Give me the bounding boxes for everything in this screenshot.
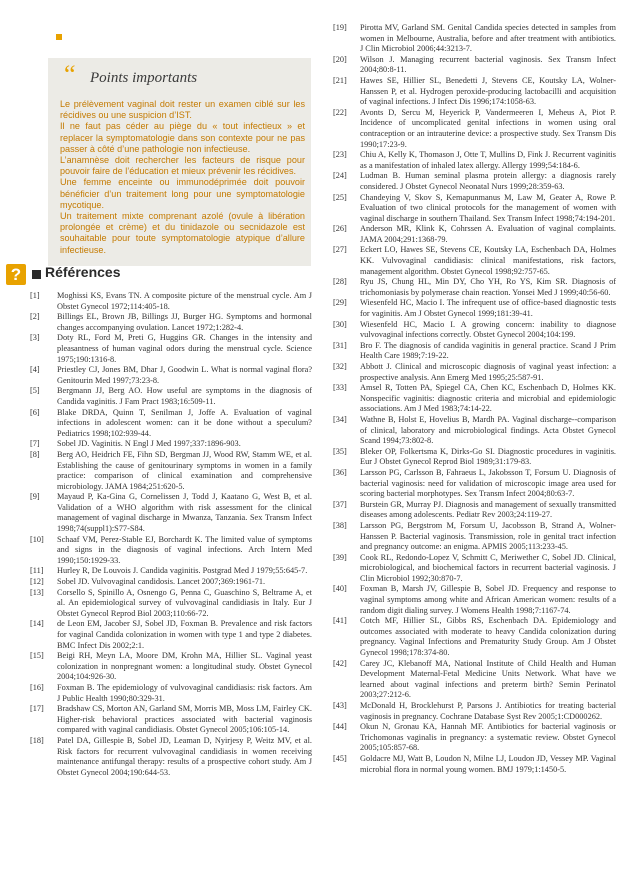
- reference-text: Sobel JD. Vulvovaginal candidosis. Lancet 2007;369:1961-71.: [57, 577, 266, 587]
- reference-item: [333, 722, 616, 754]
- reference-item: [30, 619, 312, 651]
- reference-number: [14]: [30, 619, 44, 629]
- reference-item: [30, 588, 312, 620]
- reference-item: [30, 312, 312, 333]
- reference-text: Chandeying V, Skov S, Kemapunmanus M, Law M, Geater A, Rowe P. Evaluation of two clinical protocols for the management of women with vaginal discharge in southern Thailand. Sex Transm Infect 1998;74:194-201.: [360, 192, 616, 223]
- reference-number: [39]: [333, 552, 347, 562]
- reference-text: Moghissi KS, Evans TN. A composite picture of the menstrual cycle. Am J Obstet Gynecol 1972;114:405-18.: [57, 291, 312, 311]
- reference-item: [30, 577, 312, 588]
- reference-number: [26]: [333, 224, 347, 234]
- reference-number: [12]: [30, 577, 44, 587]
- key-point: Une femme enceinte ou immunodéprimée doit pouvoir bénéficier d’un traitement long pour une symptomatologie mycotique.: [60, 177, 305, 210]
- decorative-square: [56, 34, 62, 40]
- quote-mark-icon: “: [64, 60, 76, 89]
- reference-number: [37]: [333, 499, 347, 509]
- references-heading: Références: [45, 264, 121, 280]
- reference-text: Foxman B, Marsh JV, Gillespie B, Sobel JD. Frequency and response to vaginal symptoms among white and African American women: results of a random digit dialing survey. J Womens Health 1998;7:1167-74.: [360, 584, 616, 615]
- reference-item: [333, 245, 616, 277]
- reference-text: Berg AO, Heidrich FE, Fihn SD, Bergman JJ, Wood RW, Stamm WE, et al. Establishing the cause of genitourinary symptoms in women in a family practice: comparison of clinical examination and comprehensive microbiology. JAMA 1984;251:620-5.: [57, 449, 312, 491]
- reference-number: [8]: [30, 449, 40, 459]
- reference-number: [13]: [30, 587, 44, 597]
- reference-item: [30, 736, 312, 778]
- reference-item: [333, 171, 616, 192]
- reference-item: [30, 683, 312, 704]
- reference-number: [22]: [333, 107, 347, 117]
- reference-item: [333, 277, 616, 298]
- reference-text: Goldacre MJ, Watt B, Loudon N, Milne LJ, Loudon JD, Vessey MP. Vaginal microbial flora in normal young women. BMJ 1979;1:1450-5.: [360, 753, 616, 774]
- key-points-body: [60, 99, 305, 256]
- reference-text: Beigi RH, Meyn LA, Moore DM, Krohn MA, Hillier SL. Vaginal yeast colonization in nonpregnant women: a longitudinal study. Obstet Gynecol 2004;104:926-30.: [57, 651, 312, 682]
- reference-number: [16]: [30, 682, 44, 692]
- reference-text: Hurley R, De Louvois J. Candida vaginitis. Postgrad Med J 1979;55:645-7.: [57, 566, 308, 576]
- reference-number: [28]: [333, 277, 347, 287]
- reference-text: Bradshaw CS, Morton AN, Garland SM, Morris MB, Moss LM, Fairley CK. Higher-risk behavioral practices associated with bacterial vaginosis compared with vaginal candidiasis. Obstet Gynecol 2005;106:105-14.: [57, 704, 312, 735]
- reference-number: [18]: [30, 735, 44, 745]
- key-point: L’anamnèse doit rechercher les facteurs de risque pour pouvoir faire de l’éducation et mieux prévenir les récidives.: [60, 155, 305, 177]
- reference-text: Anderson MR, Klink K, Cohrssen A. Evaluation of vaginal complaints. JAMA 2004;291:1368-79.: [360, 224, 616, 244]
- reference-text: Foxman B. The epidemiology of vulvovaginal candidiasis: risk factors. Am J Public Health 1990;80:329-31.: [57, 682, 312, 703]
- reference-number: [31]: [333, 340, 347, 350]
- reference-item: [30, 439, 312, 450]
- reference-item: [333, 224, 616, 245]
- reference-number: [10]: [30, 534, 44, 544]
- key-point: Il ne faut pas céder au piège du « tout infectieux » et replacer la symptomatologie dans son contexte pour ne pas passer à côté d’une pathologie non infectieuse.: [60, 121, 305, 154]
- reference-number: [1]: [30, 291, 40, 300]
- reference-item: [333, 193, 616, 225]
- references-left-column: [30, 291, 312, 778]
- reference-text: Carey JC, Klebanoff MA, National Institute of Child Health and Human Development Maternal-Fetal Medicine Units Network. What have we learned about vaginal infections and preterm birth? Semin Perinatol 2003;27:212-6.: [360, 658, 616, 700]
- reference-number: [24]: [333, 171, 347, 181]
- reference-number: [36]: [333, 467, 347, 477]
- reference-text: Eckert LO, Hawes SE, Stevens CE, Koutsky LA, Eschenbach DA, Holmes KK. Vulvovaginal candidiasis: clinical manifestations, risk factors, management algorithm. Obstet Gynecol 1998;92:757-65.: [360, 245, 616, 276]
- reference-text: Bro F. The diagnosis of candida vaginitis in general practice. Scand J Prim Health Care 1989;7:19-22.: [360, 340, 616, 361]
- reference-item: [30, 333, 312, 365]
- reference-number: [27]: [333, 245, 347, 255]
- reference-text: Cotch MF, Hillier SL, Gibbs RS, Eschenbach DA. Epidemiology and outcomes associated with moderate to heavy Candida colonization during pregnancy. Vaginal Infections and Prematurity Study Group. Am J Obstet Gynecol 1998;178:374-80.: [360, 616, 616, 658]
- reference-number: [42]: [333, 658, 347, 668]
- reference-item: [333, 108, 616, 150]
- reference-item: [333, 468, 616, 500]
- reference-item: [333, 521, 616, 553]
- reference-number: [20]: [333, 54, 347, 64]
- reference-item: [333, 341, 616, 362]
- reference-text: Blake DRDA, Quinn T, Senilman J, Joffe A. Evaluation of vaginal infections in adolescent women: can it be done without a speculum? Pediatrics 1998;102:939-44.: [57, 407, 312, 438]
- reference-item: [333, 659, 616, 701]
- reference-number: [44]: [333, 722, 347, 732]
- reference-number: [45]: [333, 753, 347, 763]
- reference-text: Okun N, Gronau KA, Hannah MF. Antibiotics for bacterial vaginosis or Trichomonas vaginalis in pregnancy: a systematic review. Obstet Gynecol 2005;105:857-68.: [360, 722, 616, 753]
- reference-number: [25]: [333, 192, 347, 202]
- reference-item: [30, 291, 312, 312]
- reference-number: [9]: [30, 492, 40, 502]
- reference-item: [30, 492, 312, 534]
- references-right-column: [333, 23, 616, 775]
- reference-number: [5]: [30, 386, 40, 396]
- reference-number: [41]: [333, 616, 347, 626]
- reference-number: [38]: [333, 520, 347, 530]
- key-point: Le prélèvement vaginal doit rester un examen ciblé sur les récidives ou une suspicion d’IST.: [60, 99, 305, 121]
- reference-item: [30, 535, 312, 567]
- reference-text: Corsello S, Spinillo A, Osnengo G, Penna C, Guaschino S, Beltrame A, et al. An epidemiological survey of vulvovaginal candidiasis in Italy. Eur J Obstet Gynecol Reprod Biol 2003;110:66-72.: [57, 587, 312, 618]
- reference-text: Wiesenfeld HC, Macio I. A growing concern: inability to diagnose vulvovaginal infections correctly. Obstet Gynecol 2004;104:199.: [360, 319, 616, 340]
- reference-item: [333, 55, 616, 76]
- reference-item: [333, 150, 616, 171]
- reference-item: [333, 616, 616, 658]
- reference-text: Wathne B, Holst E, Hovelius B, Mardh PA. Vaginal discharge--comparison of clinical, laboratory and microbiological findings. Acta Obstet Gynecol Scand 1994;73:802-8.: [360, 414, 616, 446]
- reference-number: [2]: [30, 312, 40, 322]
- reference-number: [43]: [333, 701, 347, 710]
- question-mark-icon: ?: [6, 264, 26, 285]
- reference-text: Burstein GR, Murray PJ. Diagnosis and management of sexually transmitted diseases among adolescents. Pediatr Rev 2003;24:119-27.: [360, 499, 616, 520]
- reference-item: [333, 553, 616, 585]
- reference-item: [30, 704, 312, 736]
- reference-text: McDonald H, Brocklehurst P, Parsons J. Antibiotics for treating bacterial vaginosis in pregnancy. Cochrane Database Syst Rev 2005;1:CD000262.: [360, 701, 616, 721]
- reference-text: Sobel JD. Vaginitis. N Engl J Med 1997;337:1896-903.: [57, 439, 241, 449]
- reference-item: [333, 76, 616, 108]
- reference-number: [32]: [333, 362, 347, 371]
- reference-text: de Leon EM, Jacober SJ, Sobel JD, Foxman B. Prevalence and risk factors for vaginal Candida colonization in women with type 1 and type 2 diabetes. BMC Infect Dis 2002;2:1.: [57, 619, 312, 650]
- reference-item: [30, 386, 312, 407]
- reference-number: [34]: [333, 414, 347, 424]
- reference-text: Wilson J. Managing recurrent bacterial vaginosis. Sex Transm Infect 2004;80:8-11.: [360, 54, 616, 75]
- reference-number: [23]: [333, 150, 347, 160]
- reference-number: [17]: [30, 704, 44, 714]
- reference-item: [333, 298, 616, 319]
- reference-number: [33]: [333, 383, 347, 393]
- reference-text: Patel DA, Gillespie B, Sobel JD, Leaman D, Nyirjesy P, Weitz MV, et al. Risk factors for recurrent vulvovaginal candidiasis in women receiving maintenance antifungal therapy: results of a prospective cohort study. Am J Obstet Gynecol 2004;190:644-53.: [57, 735, 312, 777]
- reference-number: [15]: [30, 651, 44, 661]
- reference-item: [333, 415, 616, 447]
- reference-text: Cook RL, Redondo-Lopez V, Schmitt C, Meriwether C, Sobel JD. Clinical, microbiological, and biochemical factors in recurrent bacterial vaginosis. J Clin Microbiol 1992;30:870-7.: [360, 552, 616, 583]
- reference-item: [333, 320, 616, 341]
- reference-text: Chiu A, Kelly K, Thomason J, Otte T, Mullins D, Fink J. Recurrent vaginitis as a manifestation of inhaled latex allergy. Allergy 1999;54:184-6.: [360, 150, 616, 170]
- reference-number: [40]: [333, 584, 347, 594]
- reference-item: [30, 408, 312, 440]
- reference-number: [30]: [333, 319, 347, 329]
- reference-item: [333, 23, 616, 55]
- reference-item: [333, 701, 616, 722]
- reference-number: [4]: [30, 365, 40, 375]
- reference-item: [333, 500, 616, 521]
- reference-number: [19]: [333, 23, 347, 32]
- reference-number: [6]: [30, 407, 40, 417]
- reference-item: [333, 584, 616, 616]
- reference-text: Bergmann JJ, Berg AO. How useful are symptoms in the diagnosis of Candida vaginitis. J Fam Pract 1983;16:509-11.: [57, 386, 312, 406]
- reference-text: Doty RL, Ford M, Preti G, Huggins GR. Changes in the intensity and pleasantness of human vaginal odors during the menstrual cycle. Science 1975;190:1316-8.: [57, 333, 312, 364]
- reference-item: [333, 447, 616, 468]
- reference-item: [30, 450, 312, 492]
- reference-text: Hawes SE, Hillier SL, Benedetti J, Stevens CE, Koutsky LA, Wolner-Hanssen P, et al. Hydrogen peroxide-producing lactobacilli and acquisition of vaginal infections. J Infect Dis 1996;174:1058-63.: [360, 75, 616, 107]
- reference-text: Wiesenfeld HC, Macio I. The infrequent use of office-based diagnostic tests for vaginitis. Am J Obstet Gynecol 1999;181:39-41.: [360, 298, 616, 319]
- reference-text: Pirotta MV, Garland SM. Genital Candida species detected in samples from women in Melbourne, Australia, before and after treatment with antibiotics. J Clin Microbiol 2006;44:3213-7.: [360, 23, 616, 54]
- reference-item: [333, 383, 616, 415]
- reference-number: [29]: [333, 298, 347, 308]
- key-point: Un traitement mixte comprenant azolé (ovule à libération prolongée et crème) et du tinidazole ou secnidazole est souhaitable pour toute symptomatologie atypique d’allure infectieuse.: [60, 211, 305, 255]
- reference-text: Larsson PG, Carlsson B, Fahraeus L, Jakobsson T, Forsum U. Diagnosis of bacterial vaginosis: need for validation of microscopic image area used for scoring bacterial morphotypes. Sex Transm Infect 2004;80:63-7.: [360, 467, 616, 499]
- reference-text: Billings EL, Brown JB, Billings JJ, Burger HG. Symptoms and hormonal changes accompanying ovulation. Lancet 1972;1:282-4.: [57, 312, 312, 332]
- reference-text: Avonts D, Sercu M, Heyerick P, Vandermeeren I, Meheus A, Piot P. Incidence of uncomplicated genital infections in women using oral contraception or an intrauterine device: a prospective study. Sex Transm Dis 1990;17:23-9.: [360, 107, 616, 149]
- reference-text: Amsel R, Totten PA, Spiegel CA, Chen KC, Eschenbach D, Holmes KK. Nonspecific vaginitis: diagnostic criteria and microbial and epidemiologic associations. Am J Med 1983;74:14-22.: [360, 383, 616, 414]
- reference-number: [35]: [333, 446, 347, 456]
- reference-text: Ryu JS, Chung HL, Min DY, Cho YH, Ro YS, Kim SR. Diagnosis of trichomoniasis by polymerase chain reaction. Yonsei Med J 1999;40:56-60.: [360, 277, 616, 297]
- reference-item: [30, 365, 312, 386]
- reference-number: [11]: [30, 566, 44, 576]
- reference-text: Ludman B. Human seminal plasma protein allergy: a diagnosis rarely considered. J Obstet Gynecol Neonatal Nurs 1999;28:359-63.: [360, 171, 616, 191]
- reference-text: Larsson PG, Bergstrom M, Forsum U, Jacobsson B, Strand A, Wolner-Hanssen P. Bacterial vaginosis. Transmission, role in genital tract infection and pregnancy outcome: an enigma. APMIS 2005;113:233-45.: [360, 520, 616, 552]
- reference-text: Abbott J. Clinical and microscopic diagnosis of vaginal yeast infection: a prospective analysis. Ann Emerg Med 1995;25:587-91.: [360, 362, 616, 382]
- reference-text: Priestley CJ, Jones BM, Dhar J, Goodwin L. What is normal vaginal flora? Genitourin Med 1997;73:23-8.: [57, 365, 312, 385]
- reference-number: [7]: [30, 439, 40, 449]
- heading-bullet-icon: [32, 270, 41, 279]
- reference-item: [333, 754, 616, 775]
- key-points-title: Points importants: [90, 70, 198, 86]
- reference-item: [333, 362, 616, 383]
- reference-text: Schaaf VM, Perez-Stable EJ, Borchardt K. The limited value of symptoms and signs in the diagnosis of vaginal infections. Arch Intern Med 1990;150:1929-33.: [57, 534, 312, 565]
- reference-number: [3]: [30, 333, 40, 343]
- reference-item: [30, 651, 312, 683]
- reference-text: Mayaud P, Ka-Gina G, Cornelissen J, Todd J, Kaatano G, West B, et al. Validation of a WHO algorithm with risk assessment for the clinical management of vaginal discharge in Mwanza, Tanzania. Sex Transm Infect 1998;74(suppl1):S77-S84.: [57, 492, 312, 534]
- reference-number: [21]: [333, 75, 347, 85]
- reference-item: [30, 566, 312, 577]
- reference-text: Bleker OP, Folkertsma K, Dirks-Go SI. Diagnostic procedures in vaginitis. Eur J Obstet Gynecol Reprod Biol 1989;31:179-83.: [360, 446, 616, 467]
